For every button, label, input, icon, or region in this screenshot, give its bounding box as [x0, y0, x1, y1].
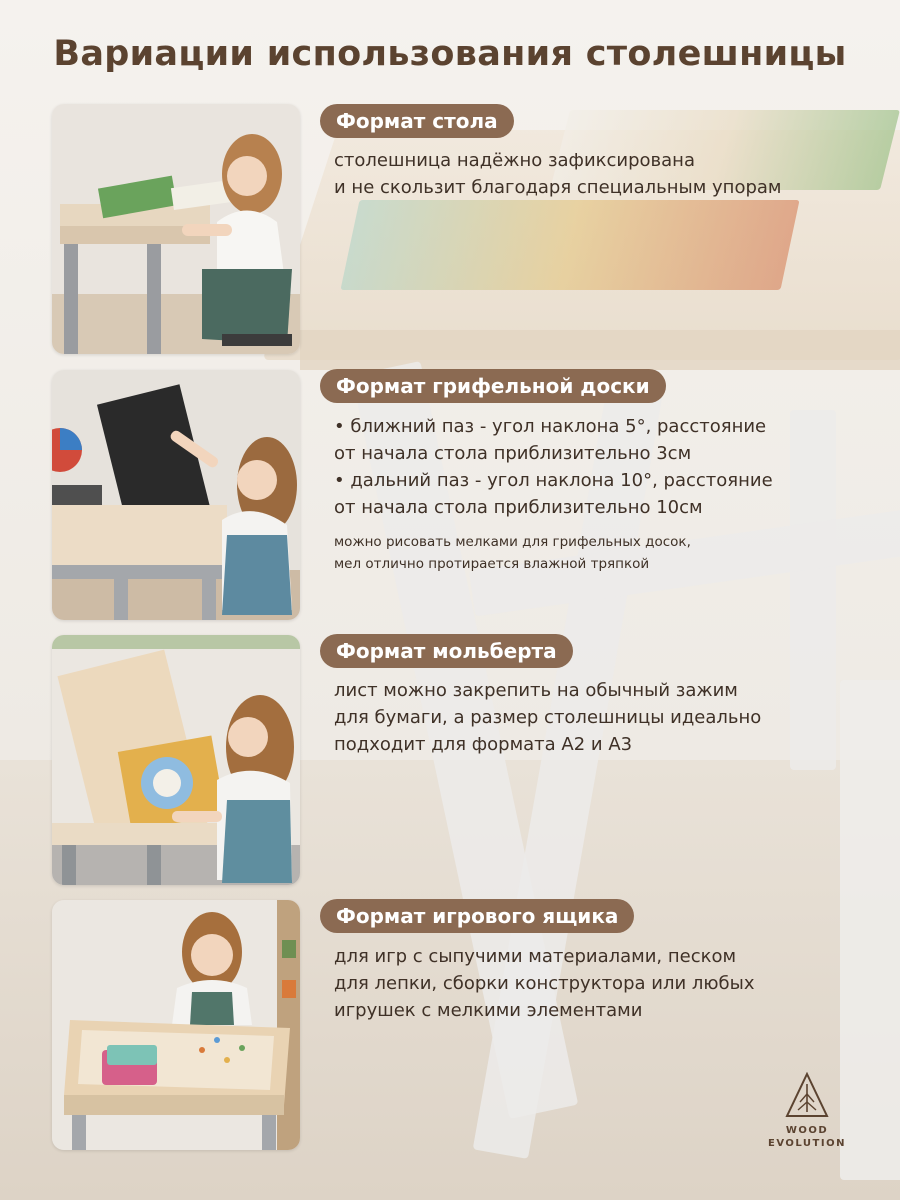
- section-description-easel: [334, 677, 761, 758]
- description-line: от начала стола приблизительно 10см: [334, 497, 703, 518]
- section-label-table: Формат стола: [320, 104, 514, 138]
- description-note: мел отлично протирается влажной тряпкой: [334, 556, 650, 572]
- description-note: можно рисовать мелками для грифельных досок,: [334, 534, 691, 550]
- description-line: и не скользит благодаря специальным упорам: [334, 177, 782, 198]
- background-table-leg: [790, 410, 836, 770]
- description-line: лист можно закрепить на обычный зажим: [334, 680, 738, 701]
- photo-chalkboard-format: [52, 370, 300, 620]
- background-tabletop-edge: [300, 330, 900, 370]
- brand-logo: [764, 1072, 850, 1150]
- photo-illustration: [52, 900, 300, 1150]
- photo-easel-format: [52, 635, 300, 885]
- photo-illustration: [52, 635, 300, 885]
- description-line: для бумаги, а размер столешницы идеально: [334, 707, 762, 728]
- photo-illustration: [52, 370, 300, 620]
- description-line: подходит для формата А2 и А3: [334, 734, 633, 755]
- section-description-table: [334, 147, 782, 201]
- logo-text-line2: EVOLUTION: [768, 1138, 846, 1149]
- description-line: для лепки, сборки конструктора или любых: [334, 973, 755, 994]
- background-book: [340, 200, 799, 290]
- tree-triangle-icon: [785, 1072, 829, 1120]
- page-title: Вариации использования столешницы: [53, 34, 847, 74]
- section-label-playbox: Формат игрового ящика: [320, 899, 634, 933]
- description-line: игрушек с мелкими элементами: [334, 1000, 643, 1021]
- photo-illustration: [52, 104, 300, 354]
- photo-table-format: [52, 104, 300, 354]
- section-description-chalkboard: [334, 413, 773, 575]
- section-description-playbox: [334, 943, 755, 1024]
- photo-playbox-format: [52, 900, 300, 1150]
- description-line: столешница надёжно зафиксирована: [334, 150, 695, 171]
- logo-text-line1: WOOD: [785, 1125, 829, 1136]
- section-label-chalkboard: Формат грифельной доски: [320, 369, 666, 403]
- description-line: • дальний паз - угол наклона 10°, расстояние: [334, 470, 773, 491]
- description-line: • ближний паз - угол наклона 5°, расстояние: [334, 416, 767, 437]
- description-line: для игр с сыпучими материалами, песком: [334, 946, 737, 967]
- description-line: от начала стола приблизительно 3см: [334, 443, 692, 464]
- section-label-easel: Формат мольберта: [320, 634, 573, 668]
